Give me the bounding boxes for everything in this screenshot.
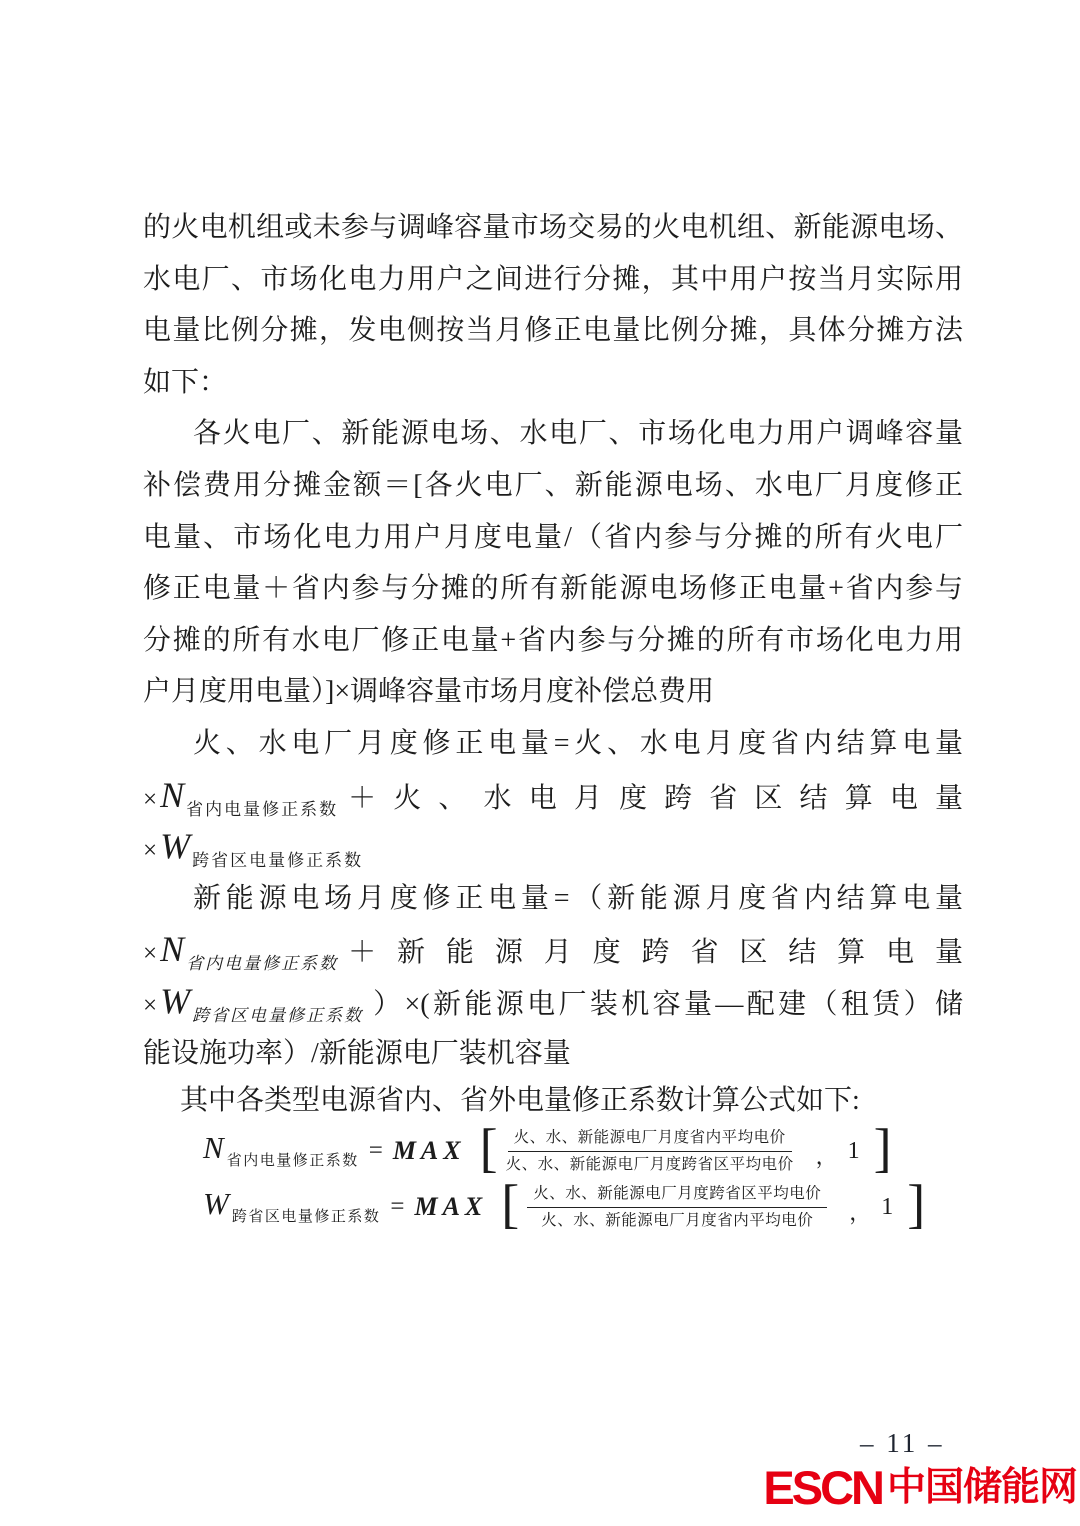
formula-line	[143, 770, 963, 822]
right-bracket: ]	[907, 1174, 926, 1235]
text-line: 各火电厂、新能源电场、水电厂、市场化电力用户调峰容量	[193, 418, 963, 450]
body-text	[143, 202, 963, 1235]
text-line: 户月度用电量）]×调峰容量市场月度补偿总费用	[143, 676, 715, 708]
left-bracket: [	[501, 1174, 520, 1235]
constant-one: 1	[881, 1193, 894, 1220]
math-variable-w: W	[203, 1186, 229, 1222]
text-line: 能设施功率）/新能源电厂装机容量	[143, 1037, 571, 1069]
text-line: 如下：	[143, 366, 228, 398]
text-line: 分摊的所有水电厂修正电量+省内参与分摊的所有市场化电力用	[143, 624, 963, 656]
text-line: 电量比例分摊，发电侧按当月修正电量比例分摊，具体分摊方法	[143, 315, 963, 347]
text-line: 修正电量＋省内参与分摊的所有新能源电场修正电量+省内参与	[143, 573, 963, 605]
text-line: 补偿费用分摊金额＝[各火电厂、新能源电场、水电厂月度修正	[143, 469, 963, 501]
text-line: 电量、市场化电力用户月度电量/（省内参与分摊的所有火电厂	[143, 521, 963, 553]
subscript-label: 跨省区电量修正系数	[192, 851, 364, 871]
subscript-label: 省内电量修正系数	[226, 1152, 359, 1169]
subscript-label: 跨省区电量修正系数	[231, 1208, 381, 1225]
fraction-numerator: 火、水、新能源电厂月度省内平均电价	[508, 1128, 792, 1151]
text-line: 的火电机组或未参与调峰容量市场交易的火电机组、新能源电场、	[143, 212, 963, 243]
equals-sign: =	[390, 1193, 405, 1221]
page-number: – 11 –	[860, 1428, 945, 1458]
text-segment: ＋火、水电月度跨省区结算电量	[348, 782, 963, 814]
math-variable-w: W	[160, 826, 191, 867]
text-segment: ＋新能源月度跨省区结算电量	[348, 937, 963, 969]
comma: ，	[849, 1199, 872, 1225]
subscript-label: 省内电量修正系数	[186, 799, 339, 819]
text-line: 水电厂、市场化电力用户之间进行分摊，其中用户按当月实际用	[143, 263, 963, 295]
fraction-denominator: 火、水、新能源电厂月度省内平均电价	[541, 1211, 814, 1229]
multiply-sign: ×	[143, 785, 158, 813]
text-line: 火、水电厂月度修正电量=火、水电月度省内结算电量	[193, 727, 963, 759]
max-operator: MAX	[414, 1192, 488, 1222]
equals-sign: =	[368, 1137, 383, 1165]
site-name: 中国储能网	[886, 1466, 1077, 1509]
multiply-sign: ×	[143, 940, 158, 968]
constant-one: 1	[847, 1137, 860, 1164]
escn-logo-text: ESCN	[763, 1461, 882, 1514]
fraction-numerator: 火、水、新能源电厂月度跨省区平均电价	[527, 1184, 827, 1207]
left-bracket: [	[479, 1118, 498, 1179]
text-line: 新能源电场月度修正电量=（新能源月度省内结算电量	[193, 882, 963, 914]
math-variable-n: N	[160, 929, 185, 970]
subscript-label: 跨省区电量修正系数	[192, 1005, 364, 1025]
right-bracket: ]	[873, 1118, 892, 1179]
max-operator: MAX	[392, 1136, 466, 1166]
math-variable-n: N	[203, 1130, 224, 1166]
text-segment: ）×(新能源电厂装机容量—配建（租赁）储	[373, 988, 963, 1020]
fraction	[506, 1128, 794, 1174]
subscript-label: 省内电量修正系数	[186, 954, 339, 974]
fraction-denominator: 火、水、新能源电厂月度跨省区平均电价	[505, 1155, 794, 1173]
multiply-sign: ×	[143, 837, 158, 865]
formula-line	[143, 924, 963, 976]
max-formula-w	[203, 1174, 963, 1235]
multiply-sign: ×	[143, 991, 158, 1019]
fraction	[527, 1184, 827, 1230]
text-line: 其中各类型电源省内、省外电量修正系数计算公式如下:	[180, 1085, 860, 1117]
math-variable-n: N	[160, 774, 185, 815]
escn-logo	[763, 1461, 1077, 1514]
comma: ，	[815, 1143, 838, 1169]
max-formula-n	[203, 1118, 963, 1179]
math-variable-w: W	[160, 980, 191, 1021]
